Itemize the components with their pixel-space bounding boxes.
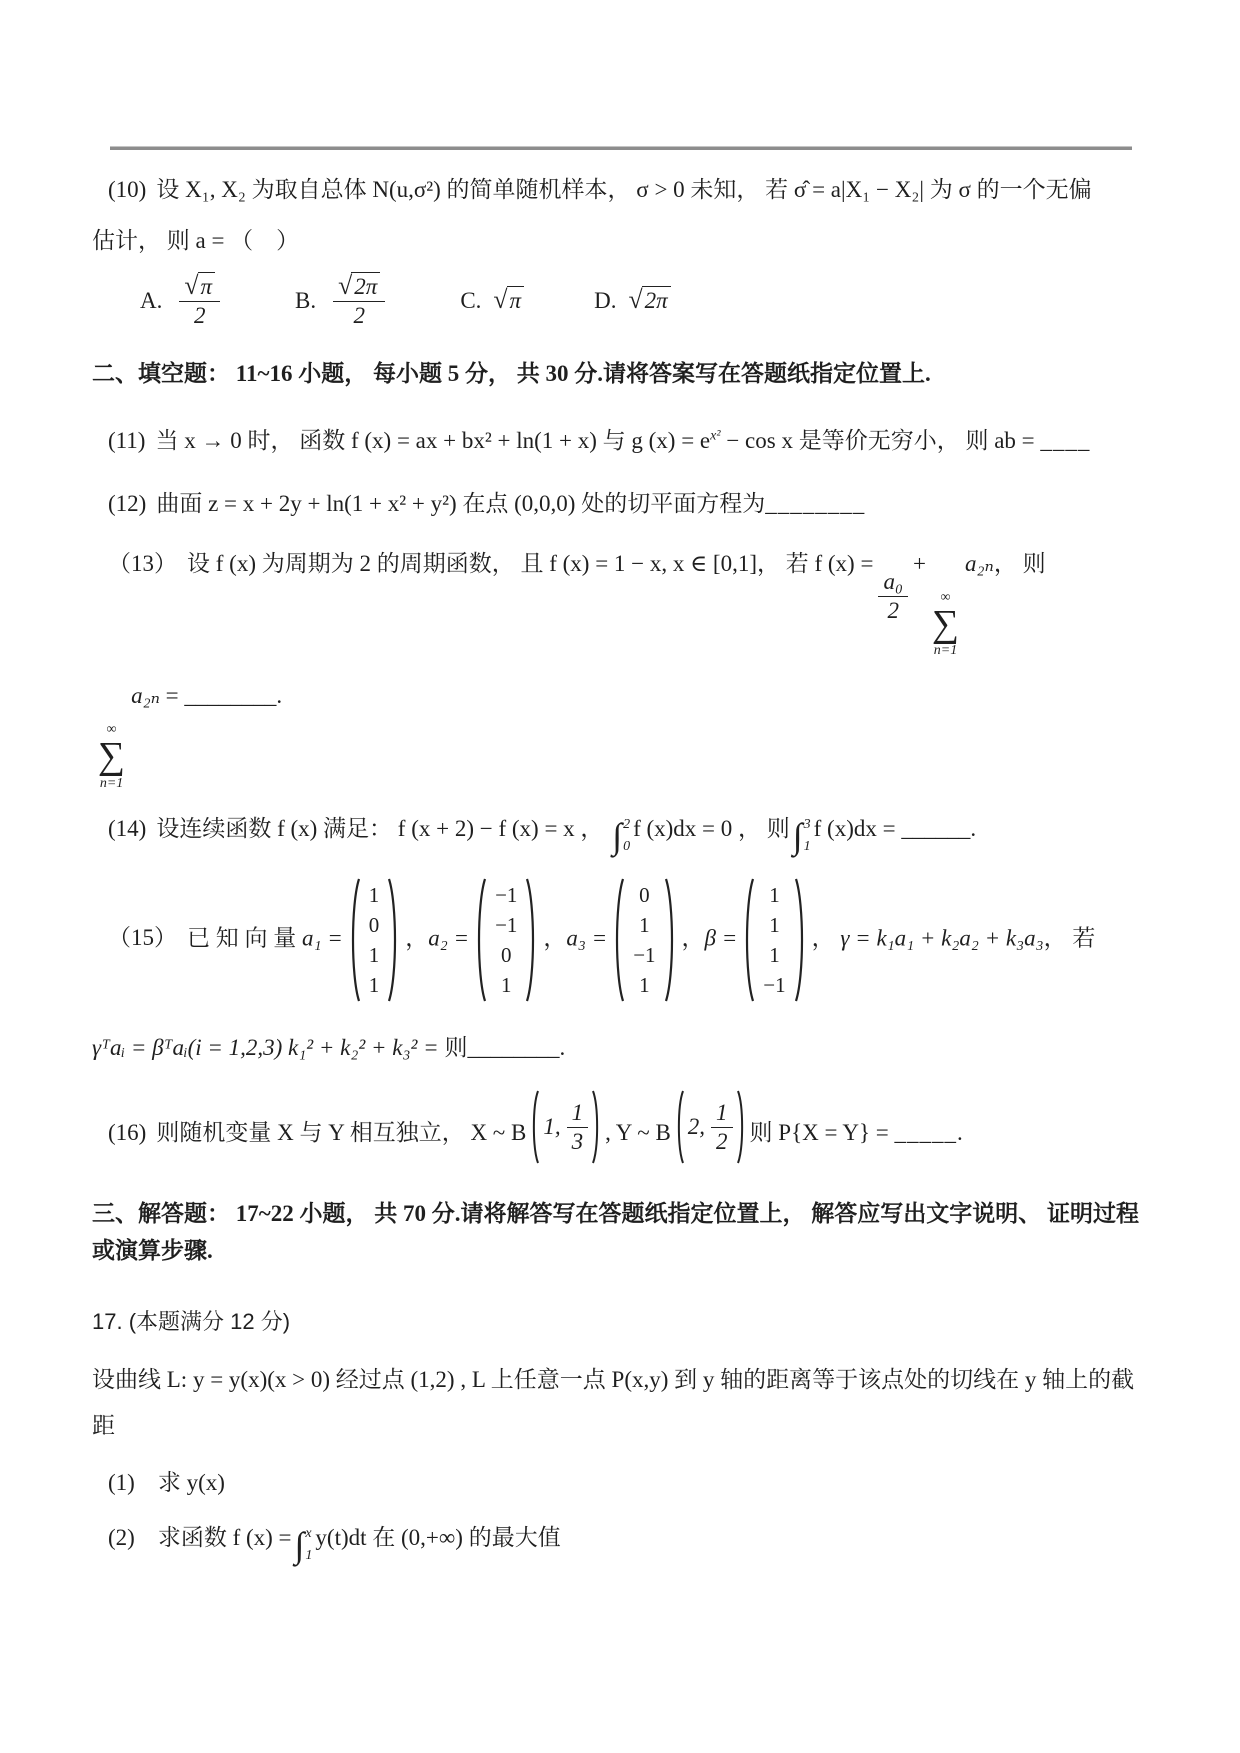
q13-frac-num: a₀ [878,568,908,597]
sqrt-expr [493,286,524,316]
sqrt-expr [628,286,670,316]
q13-text2: ， 则 [993,551,1046,577]
vector-a3-entries [625,880,663,1000]
q13-text1: 设 f (x) 为周期为 2 的周期函数， 且 f (x) = 1 − x, x ∈ [0,1]， 若 f (x) = [187,551,874,577]
q15-condition-math: γᵀaᵢ = βᵀaᵢ(i = 1,2,3) k₁² + k₂² + k₃² = [92,1034,439,1060]
right-paren-icon [664,876,678,1004]
q13-fraction [878,568,908,624]
option-c [460,286,524,316]
integral [793,814,811,858]
right-paren-icon [591,1088,602,1166]
binomial-args-1 [529,1088,602,1166]
section-2-heading: 二、填空题： 11~16 小题， 每小题 5 分， 共 30 分.请将答案写在答题纸指定位置上. [92,360,931,386]
left-paren-icon [611,876,625,1004]
q10-number: (10) [108,177,147,202]
vector-entry: 1 [368,972,380,997]
frac-den: 3 [571,1128,584,1154]
q15-a1-label: a₁ = [302,924,343,950]
vector-entry: 0 [368,912,380,937]
option-c-label: C. [460,287,482,313]
q13-number: （13） [108,551,177,577]
q14-text3: f (x)dx = ______. [813,815,977,841]
vector-a1 [347,876,402,1004]
q11-text1: 当 x → 0 时， 函数 f (x) = ax + bx² + ln(1 + x) 与 g (x) = e [155,427,711,453]
q15-beta-label: β = [704,924,738,950]
sum-upper-limit: ∞ [106,722,117,738]
sqrt-sign: √ [628,284,643,314]
sqrt-radicand: 2π [351,272,380,302]
integral-upper: x [305,1525,312,1541]
left-paren-icon [529,1088,540,1166]
vector-beta [741,876,807,1004]
q15-number: （15） [108,924,177,950]
sqrt-expr [184,272,215,302]
binomial-n-2: 2, [687,1113,706,1139]
sqrt-radicand: π [507,286,525,316]
question-13-line1 [92,546,1148,658]
integral-sign: ∫ [294,1524,305,1565]
q14-text1: 设连续函数 f (x) 满足： f (x + 2) − f (x) = x ， [156,815,610,841]
q15-a2-label: a₂ = [428,924,470,950]
integral [612,814,630,858]
option-b-denominator: 2 [353,303,365,329]
comma: ， [405,924,429,950]
integral-limits [804,814,811,858]
frac-num: 1 [567,1099,589,1128]
right-paren-icon [387,876,401,1004]
sum-upper-limit: ∞ [940,590,951,606]
comma: ， [811,924,835,950]
vector-entry: −1 [633,942,656,967]
binomial-p-2 [711,1099,733,1155]
q13-frac-den: 2 [887,597,899,623]
summation [98,723,125,790]
frac-den: 2 [716,1128,728,1154]
summation [932,591,959,658]
q15-text3: ， 若 [1043,924,1096,950]
vector-entry: 1 [639,912,650,937]
q12-text: 曲面 z = x + 2y + ln(1 + x² + y²) 在点 (0,0,0) 处的切平面方程为 [156,490,766,516]
q12-blank: ________ [765,490,866,516]
question-17-part2 [92,1520,1148,1567]
option-d-label: D. [594,287,617,313]
sum-lower-limit: n=1 [933,643,958,659]
q16-text2: , Y ~ B [605,1120,671,1146]
integral-lower: 0 [623,838,631,854]
q11-number: (11) [108,427,146,453]
option-d [594,286,671,316]
left-paren-icon [473,876,487,1004]
question-17-part1: (1) 求 y(x) [108,1470,225,1496]
vector-entry: 1 [769,882,780,907]
sqrt-sign: √ [338,270,353,300]
right-paren-icon [794,876,808,1004]
question-15-line2 [92,1030,1148,1067]
vector-entry: 1 [639,972,650,997]
option-b-fraction [333,272,385,330]
header-rule [110,146,1132,150]
sigma-symbol: ∑ [931,603,960,646]
question-17-heading: 17. (本题满分 12 分) [92,1308,291,1334]
sqrt-sign: √ [493,284,508,314]
q14-number: (14) [108,815,147,841]
vector-entry: 0 [639,882,650,907]
integral [295,1523,313,1567]
q16-text1: 则随机变量 X 与 Y 相互独立， X ~ B [156,1120,527,1146]
option-a-numerator [179,272,220,303]
integral-sign: ∫ [612,815,623,856]
option-b [295,272,390,330]
question-13-line2 [92,678,1148,790]
q16-number: (16) [108,1120,147,1146]
sqrt-radicand: 2π [642,286,671,316]
vector-entry: 0 [500,942,512,967]
vector-entry: 1 [769,912,780,937]
vector-a3 [611,876,677,1004]
vector-a2 [473,876,539,1004]
sqrt-expr [338,272,380,302]
q16-blank: _____. [894,1120,964,1146]
right-paren-icon [736,1088,747,1166]
q10-options-row [92,272,1148,330]
question-14 [92,811,1148,858]
question-10-line2 [92,223,1148,260]
integral-upper: 2 [623,816,631,832]
section-3-heading: 三、解答题： 17~22 小题， 共 70 分.请将解答写在答题纸指定位置上， 解答应写出文字说明、 证明过程或演算步骤. [92,1201,1139,1264]
q15-answer-blank: 则________. [444,1034,566,1060]
option-b-numerator [333,272,385,303]
q13-series-term: a₂ₙ [131,683,160,709]
binomial-args-2 [674,1088,747,1166]
integral-sign: ∫ [792,815,803,856]
q13-answer-blank: = ________. [165,683,283,709]
q15-text1: 已 知 向 量 [187,924,302,950]
sqrt-radicand: π [198,272,216,302]
question-17-body: 设曲线 L: y = y(x)(x > 0) 经过点 (1,2) , L 上任意一点 P(x,y) 到 y 轴的距离等于该点处的切线在 y 轴上的截距 [92,1367,1135,1439]
integral-limits [305,1523,312,1567]
q10-text1: 设 X₁, X₂ 为取自总体 N(u,σ²) 的简单随机样本， σ > 0 未知， 若 σ̂ = a|X₁ − X₂| 为 σ 的一个无偏 [156,177,1092,202]
option-a [140,272,225,330]
question-12 [92,486,1148,523]
frac-num: 1 [711,1099,733,1128]
integral-upper: 3 [803,816,811,832]
q17-part2-text1: (2) 求函数 f (x) = [108,1524,292,1550]
q11-text2: − cos x 是等价无穷小， 则 ab = [720,427,1041,453]
question-11 [92,423,1148,460]
q10-text2: 估计， 则 a = （ ） [92,227,300,253]
vector-entry: 1 [368,882,380,907]
binomial-p-1 [567,1099,589,1155]
page-content [92,160,1148,1567]
vector-entry: 1 [500,972,512,997]
comma: ， [681,924,705,950]
integral-lower: 1 [305,1548,313,1564]
vector-a1-entries [361,880,388,1000]
q16-text3: 则 P{X = Y} = [749,1120,895,1146]
question-10-line1 [92,172,1148,209]
sum-lower-limit: n=1 [99,775,124,791]
q15-gamma-expr: γ = k₁a₁ + k₂a₂ + k₃a₃ [840,924,1044,950]
q17-part2-text2: y(t)dt 在 (0,+∞) 的最大值 [315,1524,561,1550]
vector-entry: 1 [368,942,380,967]
q11-blank: ____ [1040,427,1091,453]
option-b-label: B. [295,287,317,313]
question-15-line1 [92,876,1148,1004]
q12-number: (12) [108,490,147,516]
q15-a3-label: a₃ = [566,924,608,950]
plus-sign: + [912,551,926,577]
sqrt-sign: √ [184,270,199,300]
q13-series-term: a₂ₙ [965,551,994,577]
option-a-fraction [179,272,220,330]
q11-exponent: x² [710,428,721,444]
option-a-denominator: 2 [193,303,206,329]
option-a-label: A. [140,287,163,313]
vector-entry: −1 [495,882,518,907]
binomial-n-1: 1, [543,1113,561,1139]
left-paren-icon [347,876,361,1004]
right-paren-icon [525,876,539,1004]
sigma-symbol: ∑ [98,735,126,778]
left-paren-icon [741,876,755,1004]
question-16 [92,1088,1148,1166]
vector-beta-entries [755,880,793,1000]
comma: ， [543,924,567,950]
integral-limits [623,814,630,858]
vector-entry: −1 [763,972,786,997]
left-paren-icon [674,1088,685,1166]
integral-lower: 1 [803,838,811,854]
vector-entry: 1 [769,942,780,967]
vector-entry: −1 [495,912,518,937]
vector-a2-entries [487,880,525,1000]
q14-text2: f (x)dx = 0 ， 则 [633,815,790,841]
